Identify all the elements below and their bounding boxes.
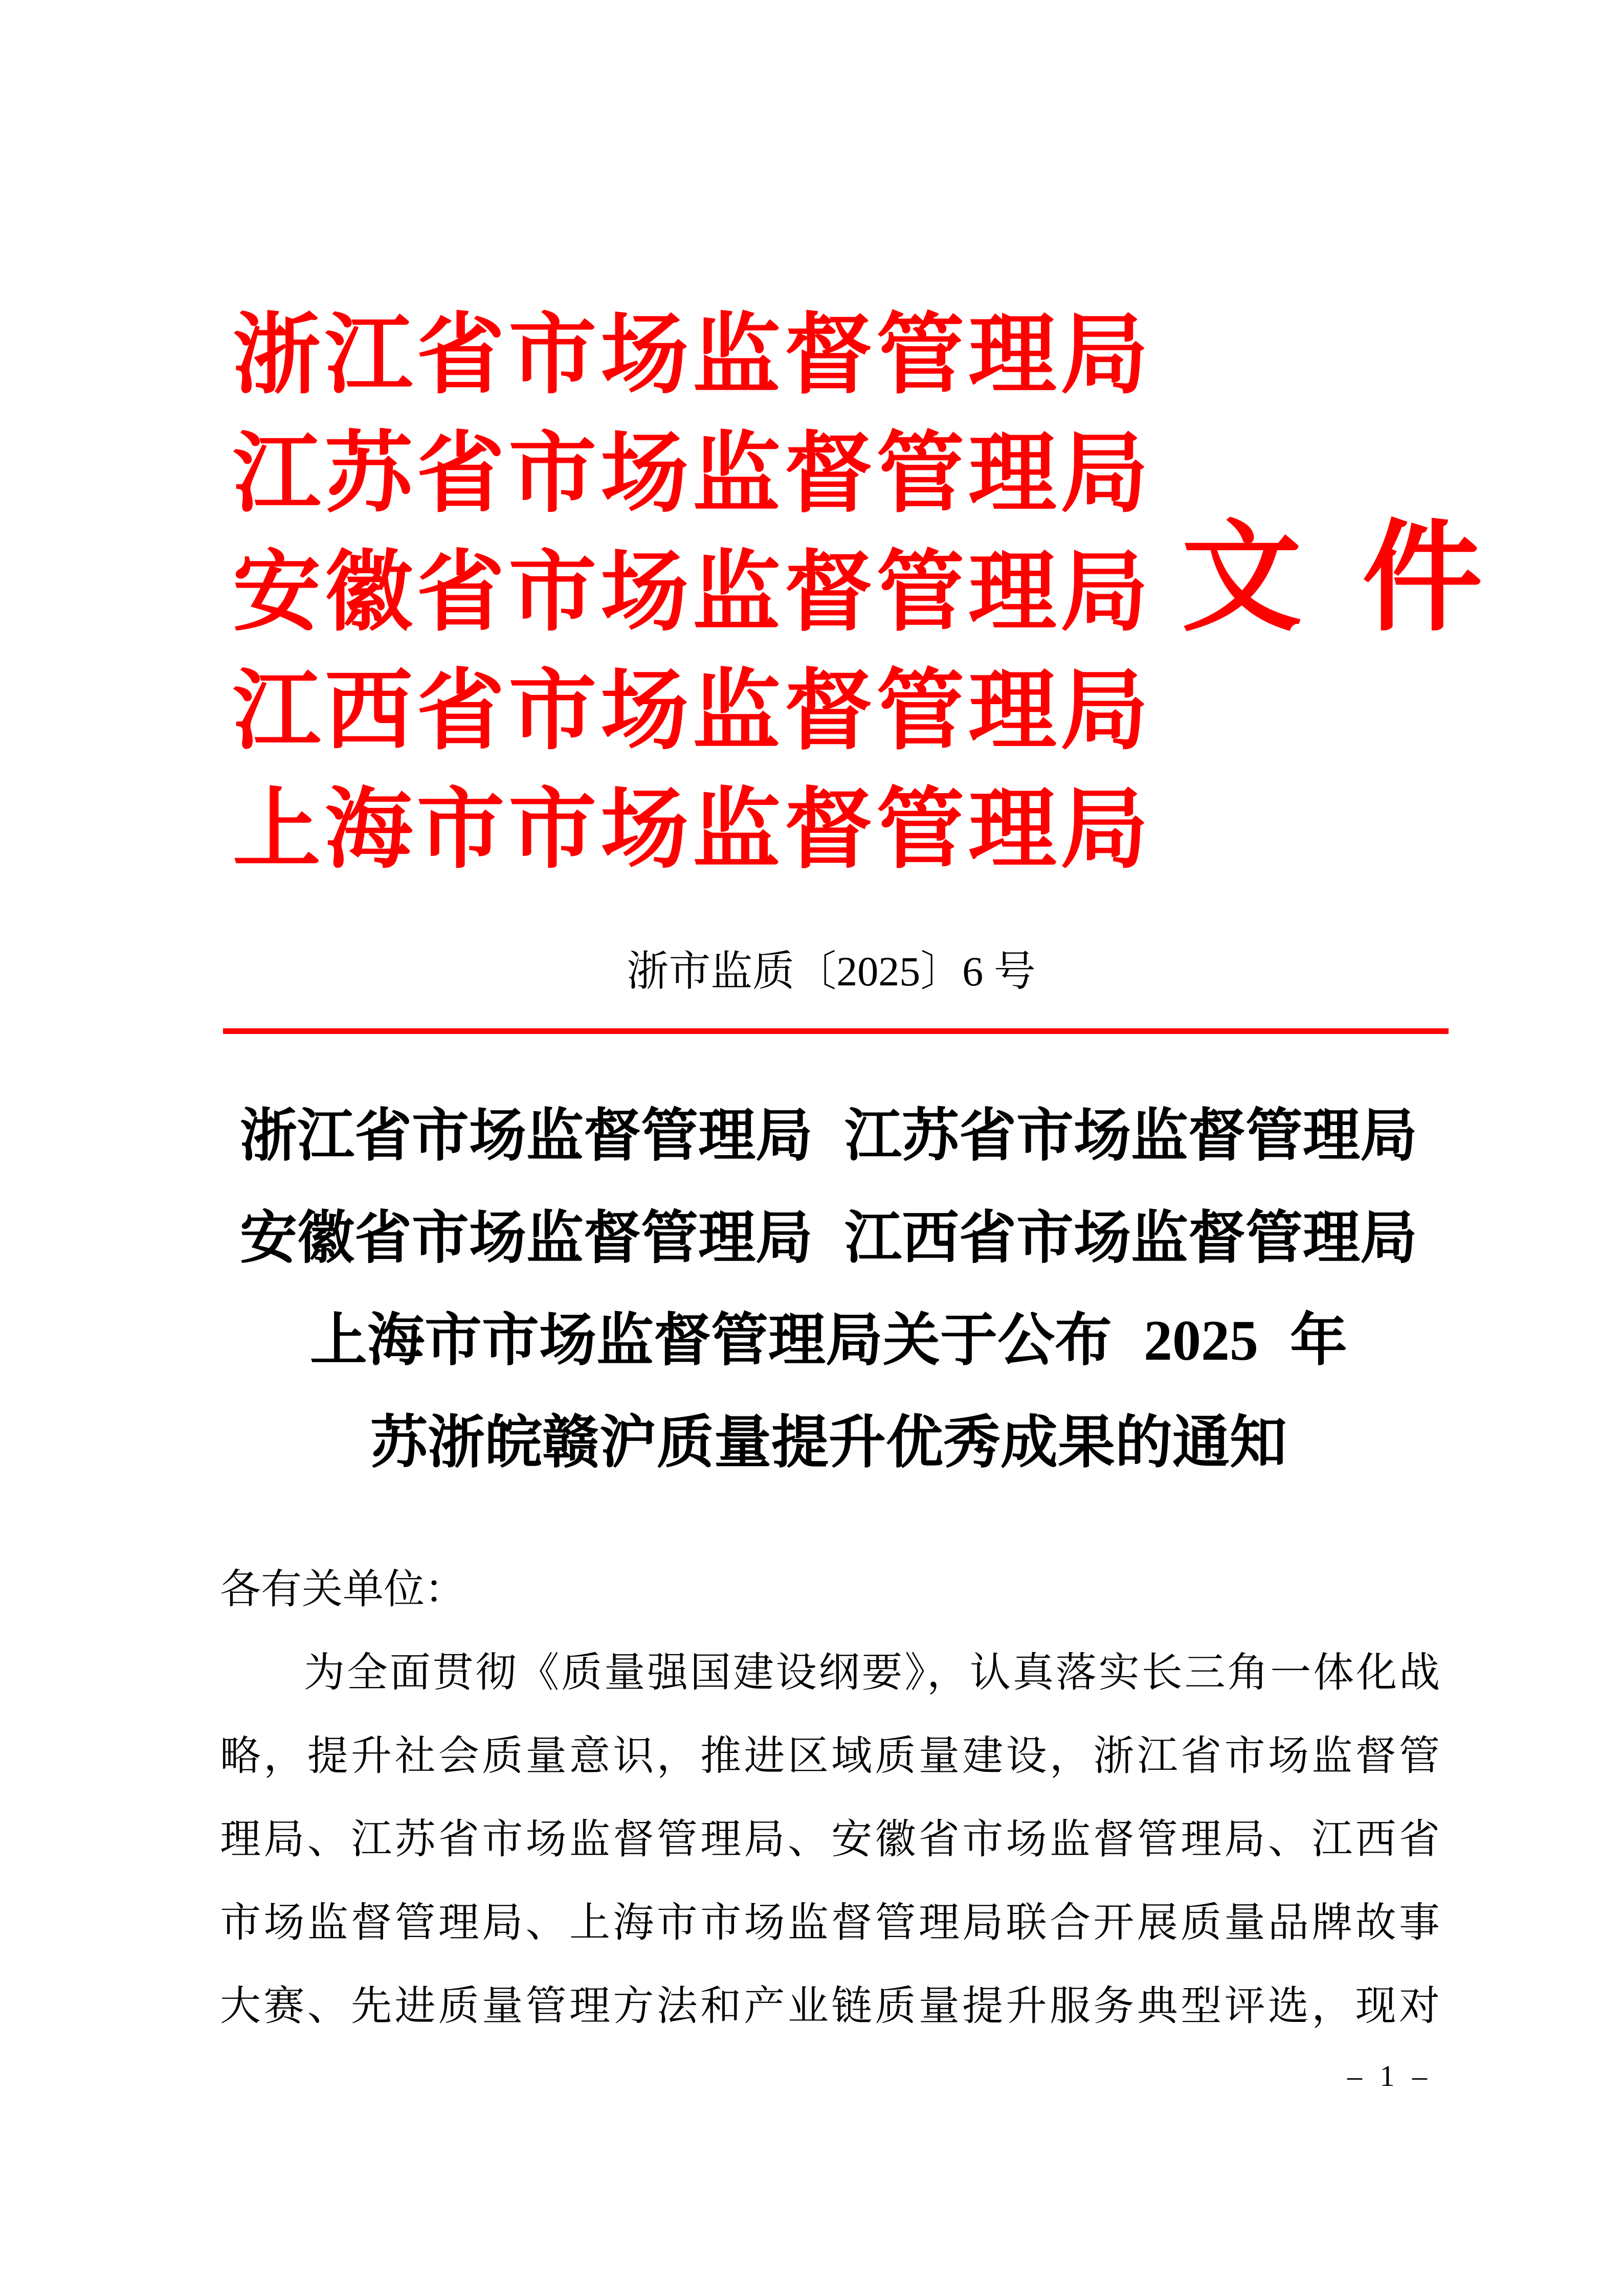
body-line-5: 大赛、先进质量管理方法和产业链质量提升服务典型评选，现对 <box>220 1984 1440 2029</box>
salutation-line: 各有关单位： <box>220 1567 465 1612</box>
document-reference-number: 浙市监质〔2025〕6 号 <box>627 948 1036 995</box>
document-body <box>220 1548 1440 2049</box>
title-line-4: 苏浙皖赣沪质量提升优秀成果的通知 <box>370 1411 1287 1475</box>
document-title <box>217 1085 1440 1494</box>
body-line-2: 略，提升社会质量意识，推进区域质量建设，浙江省市场监督管 <box>220 1734 1440 1779</box>
letterhead-issuer-list <box>233 297 1148 890</box>
red-separator-rule <box>223 1028 1449 1034</box>
body-line-4: 市场监督管理局、上海市市场监督管理局联合开展质量品牌故事 <box>220 1901 1440 1946</box>
issuer-line-zhejiang: 浙江省市场监督管理局 <box>233 307 1148 404</box>
red-head-document-label: 文件 <box>1182 512 1543 645</box>
page-number: – 1 – <box>1347 2059 1427 2092</box>
body-line-3: 理局、江苏省市场监督管理局、安徽省市场监督管理局、江西省 <box>220 1817 1440 1862</box>
issuer-line-jiangsu: 江苏省市场监督管理局 <box>233 426 1148 523</box>
issuer-line-shanghai: 上海市市场监督管理局 <box>233 782 1148 879</box>
issuer-line-anhui: 安徽省市场监督管理局 <box>233 545 1148 642</box>
title-line-2: 安徽省市场监督管理局 江西省市场监督管理局 <box>240 1207 1417 1270</box>
title-line-3: 上海市市场监督管理局关于公布 2025 年 <box>310 1309 1347 1372</box>
body-line-1: 为全面贯彻《质量强国建设纲要》，认真落实长三角一体化战 <box>304 1651 1440 1696</box>
issuer-line-jiangxi: 江西省市场监督管理局 <box>233 663 1148 760</box>
title-line-1: 浙江省市场监督管理局 江苏省市场监督管理局 <box>240 1105 1417 1168</box>
